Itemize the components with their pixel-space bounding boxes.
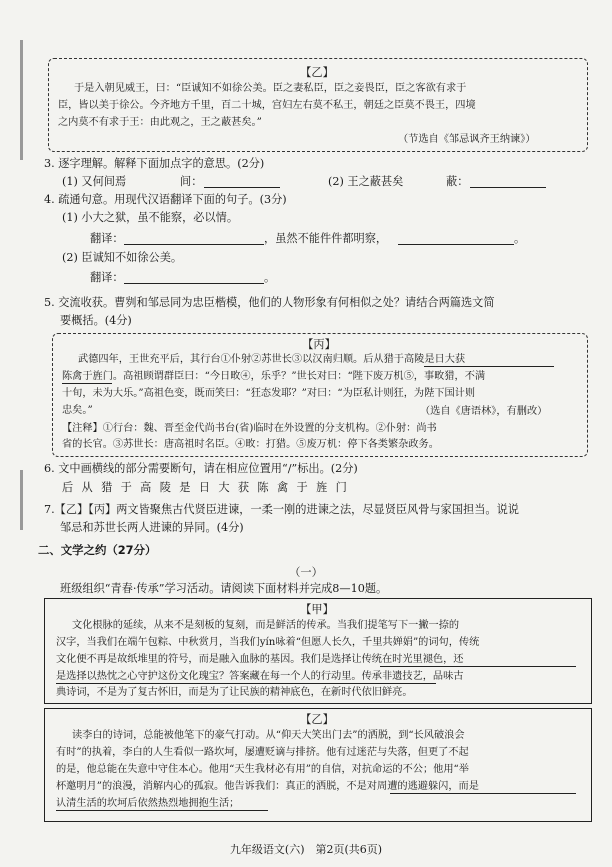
passage-bing-underline-b (62, 383, 112, 384)
q7-line-1: 7.【乙】【丙】两文皆聚焦古代贤臣进谏，一柔一刚的进谏之法，尽显贤臣风骨与家国担当。说说 (44, 503, 519, 516)
material-jia-line-3: 文化便不再是故纸堆里的符号，而是融入血脉的基因。我们是选择让传统在时光里褪色，还 (56, 654, 464, 665)
passage-bing-line-3: 十旬，未为大乐。”高祖色变，既而笑曰：“狂态发耶？”对曰：“为臣私计则狂，为陛下国计则 (62, 388, 476, 399)
scan-edge-mark (20, 40, 23, 160)
material-jia-line-4: 是选择以热忱之心守护这份文化瑰宝？答案藏在每一个人的行动里。传承非遗技艺，品味古 (56, 671, 464, 682)
passage-yi-source: （节选自《邹忌讽齐王纳谏》） (398, 134, 536, 145)
passage-yi-line-1: 于是入朝见威王，曰：“臣诚知不如徐公美。臣之妻私臣，臣之妾畏臣，臣之客欲有求于 (74, 83, 467, 94)
q6-chars[interactable]: 后 从 猎 于 高 陵 是 日 大 获 陈 禽 于 旌 门 (62, 481, 350, 494)
q4-answer-1a[interactable] (124, 232, 264, 245)
passage-bing-source: （选自《唐语林》，有删改） (420, 406, 548, 417)
q3-item2: (2) 王之蔽甚矣 (328, 175, 404, 188)
material-jia-label: 【甲】 (300, 603, 334, 616)
material-yi-label: 【乙】 (300, 713, 334, 726)
q4-item1-prefix: 翻译： (90, 232, 124, 245)
q3-item2-key: 蔽： (446, 175, 469, 188)
material-yi-line-3: 的是，他总能在失意中守住本心。他用“天生我材必有用”的自信，对抗命运的不公；他用“举 (56, 764, 469, 775)
material-yi-underline-b (56, 810, 268, 811)
passage-bing-underline-a (424, 366, 554, 367)
q3-item1-key: 间： (180, 175, 203, 188)
q4-stem: 4. 疏通句意。用现代汉语翻译下面的句子。(3分) (44, 193, 287, 206)
scan-edge-mark (20, 470, 23, 530)
passage-bing-label: 【丙】 (302, 338, 336, 351)
q3-answer-2[interactable] (470, 175, 546, 188)
material-jia-underline-b (56, 683, 436, 684)
passage-bing-note-2: 省的长官。③苏世长：唐高祖时名臣。④畋：打猎。⑤废万机：停下各类繁杂政务。 (62, 439, 439, 450)
material-jia-line-2: 汉字，当我们在端午包粽、中秋赏月，当我们yín咏着“但愿人长久，千里共婵娟”的词句，传统 (56, 637, 480, 648)
passage-bing-line-2: 陈禽于旌门。高祖顾谓群臣曰：“今日畋④，乐乎？”世长对曰：“陛下废万机⑤，事畋猎，不满 (62, 371, 486, 382)
q6-stem: 6. 文中画横线的部分需要断句，请在相应位置用“/”标出。(2分) (44, 462, 358, 475)
passage-bing-line-4: 忠矣。” (62, 405, 93, 416)
material-jia-underline-a (380, 666, 576, 667)
q7-line-2: 邹忌和苏世长两人进谏的异同。(4分) (60, 521, 244, 534)
material-yi-line-4: 杯邀明月”的浪漫，消解内心的孤寂。他告诉我们：真正的洒脱，不是对周遭的逃避躲闪，而是 (56, 781, 479, 792)
q3-answer-1[interactable] (204, 175, 280, 188)
material-jia-line-1: 文化根脉的延续，从来不是刻板的复刻，而是鲜活的传承。当我们提笔写下一撇一捺的 (72, 620, 460, 631)
q4-item1-mid: ，虽然不能件件都明察， (264, 232, 388, 245)
material-jia-line-5: 典诗词，不是为了复古怀旧，而是为了让民族的精神底色，在新时代依旧鲜亮。 (56, 687, 413, 698)
passage-bing-note-1: 【注释】①行台：魏、晋至金代尚书台(省)临时在外设置的分支机构。②仆射：尚书 (62, 423, 437, 434)
material-yi-line-5: 认清生活的坎坷后依然热烈地拥抱生活； (56, 798, 240, 809)
q5-line-1: 5. 交流收获。曹刿和邹忌同为忠臣楷模，他们的人物形象有何相似之处？请结合两篇选文简 (44, 296, 495, 309)
q4-answer-2[interactable] (124, 271, 264, 284)
material-yi-line-1: 读李白的诗词，总能被他笔下的豪气打动。从“仰天大笑出门去”的洒脱，到“长风破浪会 (72, 730, 465, 741)
section2-title: 二、文学之约（27分） (38, 543, 157, 557)
q4-answer-1b[interactable] (398, 232, 514, 245)
passage-yi-line-2: 臣，皆以美于徐公。今齐地方千里，百二十城，宫妇左右莫不私王，朝廷之臣莫不畏王，四境 (58, 100, 476, 111)
section2-sub: （一） (289, 566, 323, 579)
q4-item1-end: 。 (514, 232, 526, 245)
passage-bing-line-1: 武德四年，王世充平后，其行台①仆射②苏世长③以汉南归顺。后从猎于高陵是日大获 (78, 354, 466, 365)
material-yi-underline-a (390, 793, 576, 794)
q4-item2-prefix: 翻译： (90, 271, 124, 284)
q3-stem: 3. 逐字理解。解释下面加点字的意思。(2分) (44, 157, 265, 170)
section2-intro: 班级组织“青春·传承”学习活动。请阅读下面材料并完成8—10题。 (60, 582, 388, 595)
page-footer: 九年级语文(六) 第2页(共6页) (229, 843, 383, 856)
passage-yi-line-3: 之内莫不有求于王：由此观之，王之蔽甚矣。” (58, 117, 262, 128)
passage-yi-label: 【乙】 (300, 66, 334, 79)
material-yi-line-2: 有时”的执着，李白的人生看似一路坎坷，屡遭贬谪与排挤。他有过迷茫与失落，但更了不起 (56, 747, 469, 758)
q3-item1: (1) 又何间焉 (62, 175, 127, 188)
q4-item2-end: 。 (264, 271, 276, 284)
q4-item1: (1) 小大之狱，虽不能察，必以情。 (62, 211, 239, 224)
q4-item2: (2) 臣诚知不如徐公美。 (62, 251, 183, 264)
q5-line-2: 要概括。(4分) (60, 314, 132, 327)
